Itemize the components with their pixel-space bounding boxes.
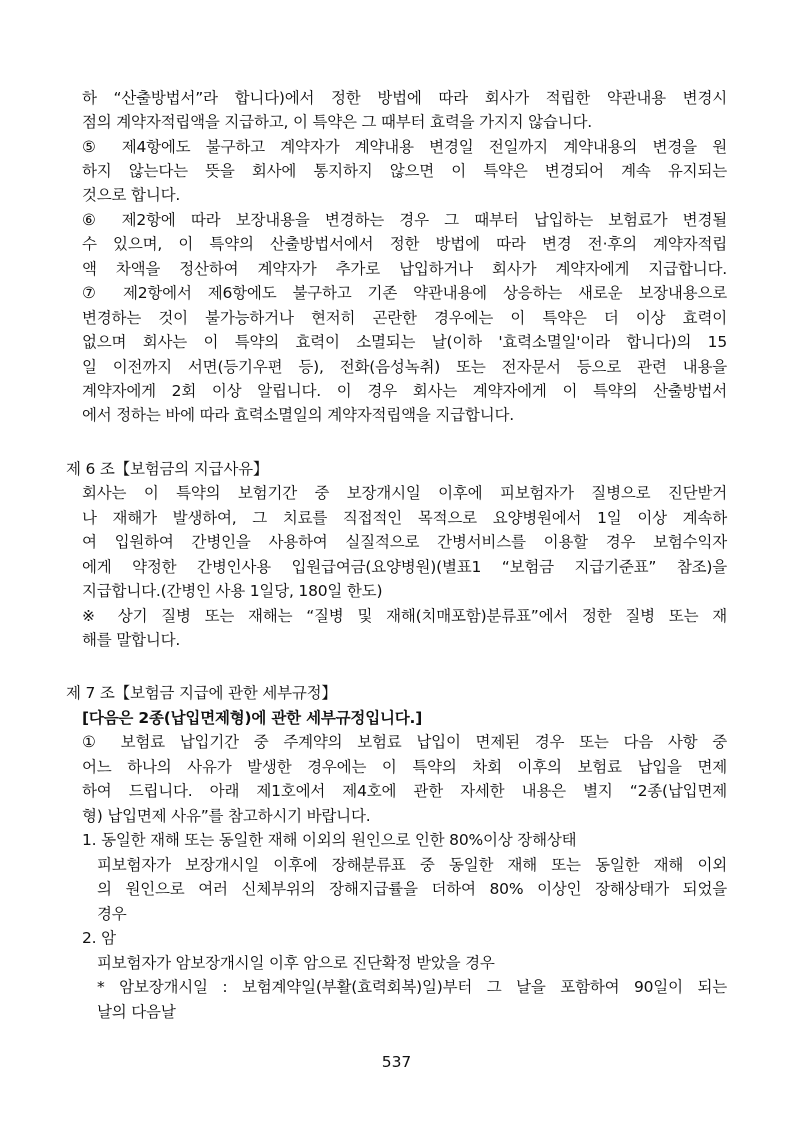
page-number: 537: [381, 1053, 412, 1071]
text-line: 에게 약정한 간병인사용 입원급여금(요양병원)(별표1 “보험금 지급기준표” 참조)을: [82, 558, 727, 576]
text-line: 변경하는 것이 불가능하거나 현저히 곤란한 경우에는 이 특약은 더 이상 효력이: [82, 309, 727, 327]
text-line: 액 차액을 정산하여 계약자가 추가로 납입하거나 회사가 계약자에게 지급합니다.: [82, 260, 727, 278]
text-line: ⑥ 제2항에 따라 보장내용을 변경하는 경우 그 때부터 납입하는 보험료가 변경될: [82, 211, 727, 229]
text-line: 계약자에게 2회 이상 알립니다. 이 경우 회사는 계약자에게 이 특약의 산출방법서: [82, 382, 727, 400]
text-line: ⑦ 제2항에서 제6항에도 불구하고 기존 약관내용에 상응하는 새로운 보장내용으로: [82, 284, 727, 302]
text-line: 에서 정하는 바에 따라 효력소멸일의 계약자적립액을 지급합니다.: [82, 406, 514, 424]
text-line: 회사는 이 특약의 보험기간 중 보장개시일 이후에 피보험자가 질병으로 진단받거: [82, 484, 727, 502]
text-line: 여 입원하여 간병인을 사용하여 실질적으로 간병서비스를 이용할 경우 보험수익자: [82, 533, 727, 551]
text-line: 일 이전까지 서면(등기우편 등), 전화(음성녹취) 또는 전자문서 등으로 관련 내용을: [82, 358, 727, 376]
note-line: 해를 말합니다.: [82, 631, 181, 649]
text-line: 점의 계약자적립액을 지급하고, 이 특약은 그 때부터 효력을 가지지 않습니다.: [82, 113, 592, 131]
text-line: 하 “산출방법서”라 합니다)에서 정한 방법에 따라 회사가 적립한 약관내용 변경시: [82, 89, 727, 107]
text-line: 없으며 회사는 이 특약의 효력이 소멸되는 날(이하 '효력소멸일'이라 합니다)의 15: [82, 333, 727, 351]
text-line: 의 원인으로 여러 신체부위의 장해지급률을 더하여 80% 이상인 장해상태가 되었을: [97, 880, 727, 898]
note-line: 날의 다음날: [97, 1003, 176, 1021]
text-line: 경우: [97, 905, 127, 923]
note-line: * 암보장개시일 : 보험계약일(부활(효력회복)일)부터 그 날을 포함하여 90일이 되는: [97, 978, 727, 996]
list-item-heading: 1. 동일한 재해 또는 동일한 재해 이외의 원인으로 인한 80%이상 장해상태: [82, 831, 577, 849]
text-line: 어느 하나의 사유가 발생한 경우에는 이 특약의 차회 이후의 보험료 납입을 면제: [82, 758, 727, 776]
list-item-heading: 2. 암: [82, 929, 116, 947]
note-line: ※ 상기 질병 또는 재해는 “질병 및 재해(치매포함)분류표”에서 정한 질병 또는 재: [82, 607, 727, 625]
article-heading: 제 6 조【보험금의 지급사유】: [66, 460, 269, 478]
text-line: 형) 납입면제 사유”를 참고하시기 바랍니다.: [82, 807, 371, 825]
section-subheading: [다음은 2종(납입면제형)에 관한 세부규정입니다.]: [82, 709, 423, 727]
text-line: 나 재해가 발생하여, 그 치료를 직접적인 목적으로 요양병원에서 1일 이상 계속하: [82, 509, 727, 527]
text-line: 피보험자가 보장개시일 이후에 장해분류표 중 동일한 재해 또는 동일한 재해 이외: [97, 856, 727, 874]
article-heading: 제 7 조【보험금 지급에 관한 세부규정】: [66, 684, 337, 702]
text-line: ⑤ 제4항에도 불구하고 계약자가 계약내용 변경일 전일까지 계약내용의 변경을 원: [82, 138, 727, 156]
text-line: 지급합니다.(간병인 사용 1일당, 180일 한도): [82, 582, 383, 600]
text-line: ① 보험료 납입기간 중 주계약의 보험료 납입이 면제된 경우 또는 다음 사항 중: [82, 733, 727, 751]
text-line: 수 있으며, 이 특약의 산출방법서에서 정한 방법에 따라 변경 전·후의 계약자적립: [82, 235, 727, 253]
text-line: 피보험자가 암보장개시일 이후 암으로 진단확정 받았을 경우: [97, 954, 495, 972]
text-line: 것으로 합니다.: [82, 186, 181, 204]
text-line: 하지 않는다는 뜻을 회사에 통지하지 않으면 이 특약은 변경되어 계속 유지되는: [82, 162, 727, 180]
text-line: 하여 드립니다. 아래 제1호에서 제4호에 관한 자세한 내용은 별지 “2종(납입면제: [82, 782, 727, 800]
